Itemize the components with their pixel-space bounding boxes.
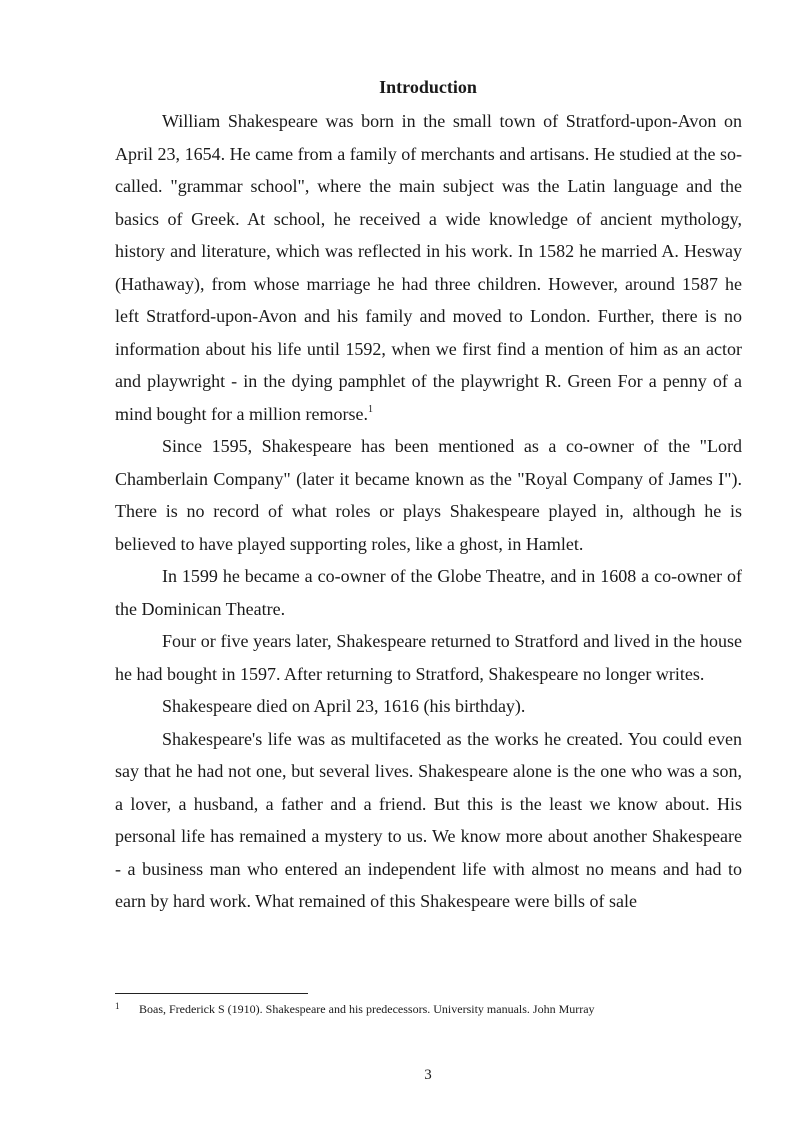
body-text xyxy=(115,105,742,918)
footnote-reference[interactable]: 1 xyxy=(367,403,373,415)
section-heading: Introduction xyxy=(379,77,477,97)
paragraph-5: Shakespeare died on April 23, 1616 (his birthday). xyxy=(162,696,526,716)
footnote-number: 1 xyxy=(115,1001,120,1011)
paragraph-1 xyxy=(115,105,742,430)
footnote-text: Boas, Frederick S (1910). Shakespeare and his predecessors. University manuals. John Murray xyxy=(139,1002,595,1016)
page-number: 3 xyxy=(424,1067,432,1083)
paragraph-4: Four or five years later, Shakespeare returned to Stratford and lived in the house he had bought in 1597. After returning to Stratford, Shakespeare no longer writes. xyxy=(115,631,742,684)
paragraph-6: Shakespeare's life was as multifaceted as the works he created. You could even say that he had not one, but several lives. Shakespeare alone is the one who was a son, a lover, a husband, a father and a friend. But this is the least we know about. His personal life has remained a mystery to us. We know more about another Shakespeare - a business man who entered an independent life with almost no means and had to earn by hard work. What remained of this Shakespeare were bills of sale xyxy=(115,728,742,911)
paragraph-3: In 1599 he became a co-owner of the Globe Theatre, and in 1608 a co-owner of the Dominican Theatre. xyxy=(115,566,742,619)
paragraph-2: Since 1595, Shakespeare has been mentioned as a co-owner of the "Lord Chamberlain Company" (later it became known as the "Royal Company of James I"). There is no record of what roles or plays Shakespeare played in, although he is believed to have played supporting roles, like a ghost, in Hamlet. xyxy=(115,436,742,554)
paragraph-1-text: William Shakespeare was born in the small town of Stratford-upon-Avon on April 23, 1654. He came from a family of merchants and artisans. He studied at the so-called. "grammar school", where the main subject was the Latin language and the basics of Greek. At school, he received a wide knowledge of ancient mythology, history and literature, which was reflected in his work. In 1582 he married A. Hesway (Hathaway), from whose marriage he had three children. However, around 1587 he left Stratford-upon-Avon and his family and moved to London. Further, there is no information about his life until 1592, when we first find a mention of him as an actor and playwright - in the dying pamphlet of the playwright R. Green For a penny of a mind bought for a million remorse. xyxy=(115,111,742,424)
footnote-separator xyxy=(115,993,308,994)
